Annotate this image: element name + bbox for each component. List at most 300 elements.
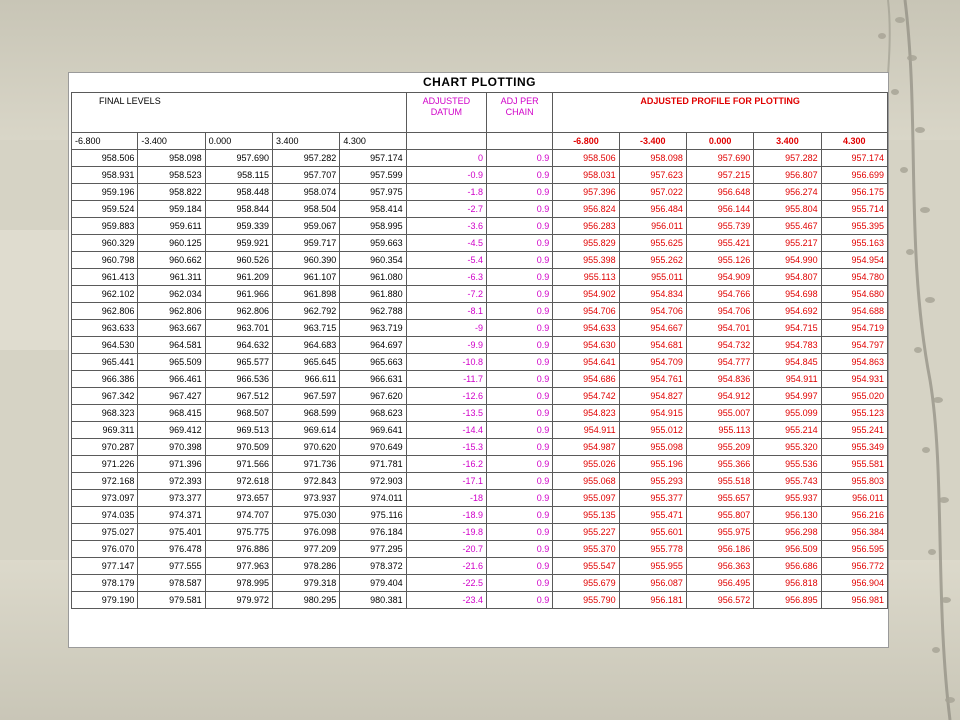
level-cell: 958.448: [205, 184, 272, 201]
profile-cell: 955.975: [686, 524, 753, 541]
level-cell: 980.381: [340, 592, 406, 609]
adjusted-datum-cell: -18: [406, 490, 486, 507]
table-row: [72, 422, 888, 439]
adj-per-chain-cell: 0.9: [487, 422, 553, 439]
profile-cell: 954.863: [821, 354, 887, 371]
level-cell: 960.125: [138, 235, 205, 252]
adjusted-datum-cell: -13.5: [406, 405, 486, 422]
adjusted-datum-cell: -1.8: [406, 184, 486, 201]
level-cell: 979.972: [205, 592, 272, 609]
profile-cell: 954.667: [619, 320, 686, 337]
level-cell: 980.295: [273, 592, 340, 609]
profile-cell: 954.692: [754, 303, 821, 320]
level-cell: 965.577: [205, 354, 272, 371]
profile-offset-cell: 3.400: [754, 133, 821, 150]
profile-offset-cell: -3.400: [619, 133, 686, 150]
empty-cell: [406, 133, 486, 150]
profile-cell: 955.804: [754, 201, 821, 218]
profile-cell: 954.931: [821, 371, 887, 388]
table-row: [72, 269, 888, 286]
profile-cell: 955.601: [619, 524, 686, 541]
level-cell: 979.404: [340, 575, 406, 592]
profile-cell: 955.126: [686, 252, 753, 269]
profile-cell: 956.595: [821, 541, 887, 558]
profile-cell: 955.398: [553, 252, 619, 269]
profile-cell: 957.022: [619, 184, 686, 201]
level-cell: 958.995: [340, 218, 406, 235]
profile-cell: 954.823: [553, 405, 619, 422]
level-cell: 963.719: [340, 320, 406, 337]
adj-per-chain-cell: 0.9: [487, 150, 553, 167]
level-cell: 966.611: [273, 371, 340, 388]
level-cell: 969.513: [205, 422, 272, 439]
level-cell: 963.633: [72, 320, 138, 337]
profile-cell: 956.807: [754, 167, 821, 184]
profile-cell: 956.824: [553, 201, 619, 218]
level-cell: 962.806: [72, 303, 138, 320]
level-cell: 959.067: [273, 218, 340, 235]
level-cell: 972.903: [340, 473, 406, 490]
profile-cell: 954.742: [553, 388, 619, 405]
profile-cell: 956.363: [686, 558, 753, 575]
level-cell: 958.931: [72, 167, 138, 184]
profile-cell: 956.087: [619, 575, 686, 592]
level-cell: 979.581: [138, 592, 205, 609]
profile-cell: 955.123: [821, 405, 887, 422]
adj-per-chain-cell: 0.9: [487, 320, 553, 337]
profile-cell: 957.215: [686, 167, 753, 184]
level-cell: 967.597: [273, 388, 340, 405]
profile-cell: 957.282: [754, 150, 821, 167]
profile-cell: 956.144: [686, 201, 753, 218]
level-cell: 964.581: [138, 337, 205, 354]
level-cell: 964.683: [273, 337, 340, 354]
level-cell: 966.461: [138, 371, 205, 388]
level-cell: 958.822: [138, 184, 205, 201]
level-cell: 978.995: [205, 575, 272, 592]
adjusted-datum-cell: -18.9: [406, 507, 486, 524]
level-cell: 968.599: [273, 405, 340, 422]
table-row: [72, 592, 888, 609]
profile-cell: 954.783: [754, 337, 821, 354]
level-cell: 957.282: [273, 150, 340, 167]
profile-cell: 954.688: [821, 303, 887, 320]
level-cell: 960.390: [273, 252, 340, 269]
profile-cell: 956.484: [619, 201, 686, 218]
profile-cell: 955.377: [619, 490, 686, 507]
profile-cell: 956.572: [686, 592, 753, 609]
profile-cell: 954.909: [686, 269, 753, 286]
level-cell: 958.098: [138, 150, 205, 167]
table-row: [72, 320, 888, 337]
profile-cell: 955.955: [619, 558, 686, 575]
adj-per-chain-cell: 0.9: [487, 541, 553, 558]
profile-cell: 954.954: [821, 252, 887, 269]
profile-cell: 958.031: [553, 167, 619, 184]
adjusted-datum-header: ADJUSTED DATUM: [406, 93, 486, 133]
table-row: [72, 252, 888, 269]
profile-cell: 955.714: [821, 201, 887, 218]
level-cell: 971.396: [138, 456, 205, 473]
table-row: [72, 507, 888, 524]
level-cell: 959.184: [138, 201, 205, 218]
level-cell: 969.311: [72, 422, 138, 439]
level-cell: 965.509: [138, 354, 205, 371]
level-cell: 978.587: [138, 575, 205, 592]
level-cell: 973.657: [205, 490, 272, 507]
profile-cell: 956.011: [619, 218, 686, 235]
level-cell: 958.074: [273, 184, 340, 201]
adjusted-datum-cell: -9.9: [406, 337, 486, 354]
level-cell: 975.116: [340, 507, 406, 524]
level-cell: 970.287: [72, 439, 138, 456]
level-cell: 961.898: [273, 286, 340, 303]
table-row: [72, 575, 888, 592]
profile-cell: 955.625: [619, 235, 686, 252]
profile-cell: 955.320: [754, 439, 821, 456]
level-cell: 959.611: [138, 218, 205, 235]
profile-cell: 955.467: [754, 218, 821, 235]
adjusted-datum-cell: -16.2: [406, 456, 486, 473]
profile-cell: 955.349: [821, 439, 887, 456]
adj-per-chain-cell: 0.9: [487, 456, 553, 473]
table-row: [72, 303, 888, 320]
profile-cell: 956.686: [754, 558, 821, 575]
adjusted-datum-cell: -12.6: [406, 388, 486, 405]
level-cell: 979.190: [72, 592, 138, 609]
level-cell: 968.323: [72, 405, 138, 422]
level-cell: 967.427: [138, 388, 205, 405]
profile-cell: 954.715: [754, 320, 821, 337]
profile-cell: 956.699: [821, 167, 887, 184]
level-cell: 972.843: [273, 473, 340, 490]
level-cell: 965.663: [340, 354, 406, 371]
profile-cell: 955.421: [686, 235, 753, 252]
level-cell: 973.377: [138, 490, 205, 507]
level-cell: 967.512: [205, 388, 272, 405]
offset-cell: 3.400: [273, 133, 340, 150]
level-cell: 979.318: [273, 575, 340, 592]
level-cell: 970.398: [138, 439, 205, 456]
adjusted-datum-cell: -20.7: [406, 541, 486, 558]
level-cell: 958.414: [340, 201, 406, 218]
adjusted-datum-cell: -11.7: [406, 371, 486, 388]
level-cell: 962.034: [138, 286, 205, 303]
profile-cell: 956.130: [754, 507, 821, 524]
profile-cell: 954.834: [619, 286, 686, 303]
profile-cell: 956.181: [619, 592, 686, 609]
level-cell: 966.631: [340, 371, 406, 388]
table-row: [72, 150, 888, 167]
level-cell: 970.649: [340, 439, 406, 456]
profile-cell: 956.384: [821, 524, 887, 541]
profile-cell: 955.679: [553, 575, 619, 592]
profile-cell: 955.217: [754, 235, 821, 252]
profile-cell: 954.915: [619, 405, 686, 422]
profile-cell: 956.904: [821, 575, 887, 592]
level-cell: 964.697: [340, 337, 406, 354]
profile-cell: 955.471: [619, 507, 686, 524]
profile-cell: 958.506: [553, 150, 619, 167]
profile-cell: 955.778: [619, 541, 686, 558]
final-levels-label: FINAL LEVELS: [99, 96, 161, 106]
profile-cell: 955.209: [686, 439, 753, 456]
profile-cell: 956.298: [754, 524, 821, 541]
profile-cell: 954.706: [686, 303, 753, 320]
level-cell: 960.798: [72, 252, 138, 269]
adj-per-chain-cell: 0.9: [487, 269, 553, 286]
adj-per-chain-cell: 0.9: [487, 388, 553, 405]
adj-per-chain-cell: 0.9: [487, 524, 553, 541]
adjusted-datum-cell: -17.1: [406, 473, 486, 490]
profile-cell: 957.623: [619, 167, 686, 184]
level-cell: 977.555: [138, 558, 205, 575]
level-cell: 962.806: [205, 303, 272, 320]
level-cell: 959.921: [205, 235, 272, 252]
table-row: [72, 541, 888, 558]
adjusted-datum-cell: -8.1: [406, 303, 486, 320]
level-cell: 977.295: [340, 541, 406, 558]
profile-cell: 955.370: [553, 541, 619, 558]
profile-cell: 955.803: [821, 473, 887, 490]
level-cell: 967.342: [72, 388, 138, 405]
profile-cell: 955.790: [553, 592, 619, 609]
levels-table: [71, 92, 888, 609]
level-cell: 959.524: [72, 201, 138, 218]
table-row: [72, 354, 888, 371]
profile-offset-cell: -6.800: [553, 133, 619, 150]
profile-cell: 954.633: [553, 320, 619, 337]
level-cell: 968.507: [205, 405, 272, 422]
adj-per-chain-cell: 0.9: [487, 405, 553, 422]
profile-cell: 955.113: [553, 269, 619, 286]
adjusted-datum-cell: -21.6: [406, 558, 486, 575]
level-cell: 958.506: [72, 150, 138, 167]
profile-cell: 955.026: [553, 456, 619, 473]
level-cell: 976.070: [72, 541, 138, 558]
profile-cell: 955.196: [619, 456, 686, 473]
level-cell: 959.663: [340, 235, 406, 252]
profile-cell: 954.807: [754, 269, 821, 286]
table-row: [72, 388, 888, 405]
level-cell: 967.620: [340, 388, 406, 405]
profile-cell: 954.827: [619, 388, 686, 405]
profile-cell: 955.829: [553, 235, 619, 252]
profile-cell: 955.518: [686, 473, 753, 490]
adjusted-datum-cell: -10.8: [406, 354, 486, 371]
adj-per-chain-cell: 0.9: [487, 371, 553, 388]
profile-cell: 955.011: [619, 269, 686, 286]
level-cell: 960.526: [205, 252, 272, 269]
level-cell: 976.098: [273, 524, 340, 541]
level-cell: 971.781: [340, 456, 406, 473]
adj-per-chain-cell: 0.9: [487, 201, 553, 218]
profile-cell: 955.937: [754, 490, 821, 507]
table-row: [72, 524, 888, 541]
level-cell: 961.966: [205, 286, 272, 303]
level-cell: 977.209: [273, 541, 340, 558]
level-cell: 974.707: [205, 507, 272, 524]
profile-cell: 954.681: [619, 337, 686, 354]
adjusted-datum-cell: -22.5: [406, 575, 486, 592]
level-cell: 961.107: [273, 269, 340, 286]
table-row: [72, 218, 888, 235]
adj-per-chain-cell: 0.9: [487, 252, 553, 269]
level-cell: 970.509: [205, 439, 272, 456]
level-cell: 977.963: [205, 558, 272, 575]
profile-cell: 955.293: [619, 473, 686, 490]
adjusted-datum-cell: -14.4: [406, 422, 486, 439]
level-cell: 974.371: [138, 507, 205, 524]
level-cell: 978.286: [273, 558, 340, 575]
level-cell: 974.035: [72, 507, 138, 524]
profile-cell: 954.797: [821, 337, 887, 354]
profile-cell: 955.395: [821, 218, 887, 235]
profile-cell: 955.098: [619, 439, 686, 456]
level-cell: 975.775: [205, 524, 272, 541]
table-row: [72, 473, 888, 490]
level-cell: 962.792: [273, 303, 340, 320]
profile-cell: 955.581: [821, 456, 887, 473]
level-cell: 969.641: [340, 422, 406, 439]
profile-cell: 955.743: [754, 473, 821, 490]
profile-cell: 955.547: [553, 558, 619, 575]
profile-cell: 955.099: [754, 405, 821, 422]
level-cell: 960.329: [72, 235, 138, 252]
adjusted-datum-cell: -4.5: [406, 235, 486, 252]
level-cell: 975.030: [273, 507, 340, 524]
profile-cell: 955.262: [619, 252, 686, 269]
profile-cell: 956.981: [821, 592, 887, 609]
level-cell: 960.354: [340, 252, 406, 269]
adj-per-chain-cell: 0.9: [487, 575, 553, 592]
level-cell: 978.179: [72, 575, 138, 592]
profile-cell: 955.739: [686, 218, 753, 235]
level-cell: 964.632: [205, 337, 272, 354]
adjusted-datum-cell: 0: [406, 150, 486, 167]
table-row: [72, 337, 888, 354]
level-cell: 957.174: [340, 150, 406, 167]
profile-cell: 955.007: [686, 405, 753, 422]
level-cell: 975.401: [138, 524, 205, 541]
adj-per-chain-cell: 0.9: [487, 354, 553, 371]
adjusted-datum-cell: -19.8: [406, 524, 486, 541]
profile-cell: 955.097: [553, 490, 619, 507]
profile-cell: 955.068: [553, 473, 619, 490]
level-cell: 965.441: [72, 354, 138, 371]
adjusted-datum-cell: -23.4: [406, 592, 486, 609]
profile-cell: 956.495: [686, 575, 753, 592]
table-row: [72, 439, 888, 456]
profile-cell: 956.274: [754, 184, 821, 201]
profile-cell: 957.690: [686, 150, 753, 167]
profile-cell: 956.895: [754, 592, 821, 609]
level-cell: 968.415: [138, 405, 205, 422]
profile-cell: 957.174: [821, 150, 887, 167]
adj-per-chain-cell: 0.9: [487, 337, 553, 354]
profile-cell: 956.648: [686, 184, 753, 201]
spreadsheet-panel: [68, 72, 889, 648]
level-cell: 970.620: [273, 439, 340, 456]
profile-cell: 957.396: [553, 184, 619, 201]
adj-per-chain-cell: 0.9: [487, 286, 553, 303]
level-cell: 958.115: [205, 167, 272, 184]
level-cell: 961.413: [72, 269, 138, 286]
profile-cell: 956.818: [754, 575, 821, 592]
level-cell: 962.806: [138, 303, 205, 320]
level-cell: 961.209: [205, 269, 272, 286]
level-cell: 976.478: [138, 541, 205, 558]
adjusted-datum-cell: -9: [406, 320, 486, 337]
profile-cell: 956.283: [553, 218, 619, 235]
adj-per-chain-cell: 0.9: [487, 490, 553, 507]
level-cell: 976.184: [340, 524, 406, 541]
level-cell: 961.080: [340, 269, 406, 286]
level-cell: 963.701: [205, 320, 272, 337]
adjusted-datum-cell: -2.7: [406, 201, 486, 218]
level-cell: 972.618: [205, 473, 272, 490]
offset-cell: 4.300: [340, 133, 406, 150]
adj-per-chain-cell: 0.9: [487, 558, 553, 575]
level-cell: 964.530: [72, 337, 138, 354]
level-cell: 971.736: [273, 456, 340, 473]
profile-cell: 954.698: [754, 286, 821, 303]
chart-plotting-title: CHART PLOTTING: [423, 75, 536, 89]
level-cell: 973.937: [273, 490, 340, 507]
profile-cell: 954.641: [553, 354, 619, 371]
adjusted-profile-header: ADJUSTED PROFILE FOR PLOTTING: [553, 93, 888, 133]
table-row: [72, 456, 888, 473]
level-cell: 959.339: [205, 218, 272, 235]
level-cell: 962.102: [72, 286, 138, 303]
profile-cell: 954.706: [619, 303, 686, 320]
level-cell: 969.614: [273, 422, 340, 439]
adj-per-chain-cell: 0.9: [487, 473, 553, 490]
profile-cell: 958.098: [619, 150, 686, 167]
profile-cell: 954.990: [754, 252, 821, 269]
level-cell: 965.645: [273, 354, 340, 371]
profile-cell: 956.186: [686, 541, 753, 558]
empty-cell: [487, 133, 553, 150]
profile-cell: 956.011: [821, 490, 887, 507]
level-cell: 958.523: [138, 167, 205, 184]
level-cell: 960.662: [138, 252, 205, 269]
table-row: [72, 286, 888, 303]
adj-per-chain-cell: 0.9: [487, 218, 553, 235]
level-cell: 959.883: [72, 218, 138, 235]
level-cell: 957.690: [205, 150, 272, 167]
offsets-row: [72, 133, 888, 150]
level-cell: 978.372: [340, 558, 406, 575]
profile-cell: 954.719: [821, 320, 887, 337]
profile-cell: 954.912: [686, 388, 753, 405]
profile-cell: 954.845: [754, 354, 821, 371]
profile-cell: 954.777: [686, 354, 753, 371]
level-cell: 977.147: [72, 558, 138, 575]
level-cell: 957.707: [273, 167, 340, 184]
level-cell: 957.975: [340, 184, 406, 201]
level-cell: 957.599: [340, 167, 406, 184]
profile-cell: 956.175: [821, 184, 887, 201]
adjusted-datum-cell: -15.3: [406, 439, 486, 456]
profile-cell: 955.163: [821, 235, 887, 252]
table-row: [72, 184, 888, 201]
offset-cell: -6.800: [72, 133, 138, 150]
profile-offset-cell: 4.300: [821, 133, 887, 150]
level-cell: 973.097: [72, 490, 138, 507]
profile-cell: 955.241: [821, 422, 887, 439]
adjusted-datum-cell: -0.9: [406, 167, 486, 184]
